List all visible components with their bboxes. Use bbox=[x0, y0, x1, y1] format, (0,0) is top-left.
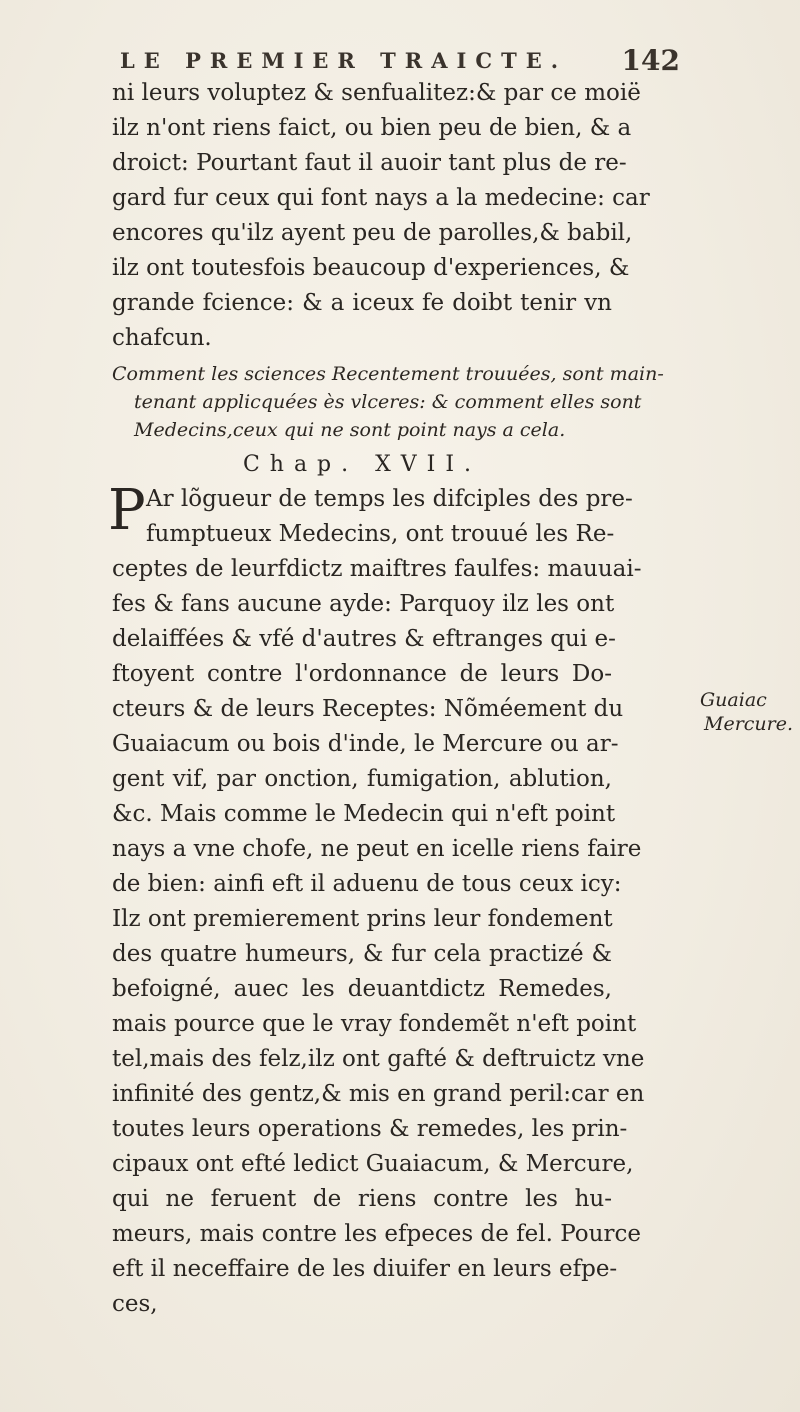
text-line: ilz n'ont riens faict, ou bien peu de bien, & a bbox=[112, 115, 632, 141]
text-line: ftoyent contre l'ordonnance de leurs Do- bbox=[112, 661, 612, 687]
catchword: ces, bbox=[112, 1291, 158, 1317]
marginal-note bbox=[700, 688, 800, 736]
text-line: eft il neceffaire de les diuifer en leurs efpe- bbox=[112, 1256, 618, 1282]
text-line: Guaiacum ou bois d'inde, le Mercure ou ar- bbox=[112, 731, 619, 757]
text-line: befoigné, auec les deuantdictz Remedes, bbox=[112, 976, 612, 1002]
text-line: &c. Mais comme le Medecin qui n'eft point bbox=[112, 801, 616, 827]
text-line: ilz ont toutesfois beaucoup d'experiences, & bbox=[112, 255, 630, 281]
text-line: delaiffées & vfé d'autres & eftranges qui e- bbox=[112, 626, 616, 652]
margin-note-mercure: Mercure. bbox=[704, 713, 794, 735]
main-text-block bbox=[108, 76, 664, 1322]
drop-cap-initial: P bbox=[108, 478, 146, 543]
text-line: meurs, mais contre les efpeces de fel. Pource bbox=[112, 1221, 641, 1247]
summary-line: Comment les sciences Recentement trouuées, sont main- bbox=[112, 363, 664, 385]
text-line: qui ne feruent de riens contre les hu- bbox=[112, 1186, 612, 1212]
first-line-text: Ar lõgueur de temps les difciples des pre- bbox=[146, 486, 633, 512]
text-line: fes & fans aucune ayde: Parquoy ilz les ont bbox=[112, 591, 615, 617]
text-line: cipaux ont efté ledict Guaiacum, & Mercure, bbox=[112, 1151, 634, 1177]
running-head bbox=[120, 40, 680, 80]
text-line: nays a vne chofe, ne peut en icelle riens faire bbox=[112, 836, 642, 862]
margin-note-guaiac: Guaiac bbox=[700, 689, 767, 711]
text-line: tel,mais des felz,ilz ont gafté & deftruictz vne bbox=[112, 1046, 645, 1072]
running-title: LE PREMIER TRAICTE. bbox=[120, 48, 568, 73]
text-line: ni leurs voluptez & senfualitez:& par ce moië bbox=[112, 80, 641, 106]
chapter-heading: Chap. XVII. bbox=[242, 452, 482, 477]
text-line: chafcun. bbox=[112, 325, 212, 351]
text-line: gard fur ceux qui font nays a la medecine: car bbox=[112, 185, 650, 211]
text-line: droict: Pourtant faut il auoir tant plus de re- bbox=[112, 150, 627, 176]
text-line: Ilz ont premierement prins leur fondement bbox=[112, 906, 613, 932]
page-number: 142 bbox=[621, 44, 680, 77]
chapter-summary bbox=[112, 360, 664, 444]
text-line: fumptueux Medecins, ont trouué les Re- bbox=[146, 521, 615, 547]
text-line: de bien: ainfi eft il aduenu de tous ceux icy: bbox=[112, 871, 622, 897]
text-line: grande fcience: & a iceux fe doibt tenir vn bbox=[112, 290, 612, 316]
text-line: infinité des gentz,& mis en grand peril:car en bbox=[112, 1081, 645, 1107]
text-line: ceptes de leurfdictz maiftres faulfes: mauuai- bbox=[112, 556, 642, 582]
chapter-body bbox=[108, 478, 645, 1322]
summary-line: Medecins,ceux qui ne sont point nays a cela. bbox=[134, 419, 566, 441]
summary-line: tenant applicquées ès vlceres: & comment elles sont bbox=[134, 391, 642, 413]
text-line: toutes leurs operations & remedes, les prin- bbox=[112, 1116, 628, 1142]
text-line: encores qu'ilz ayent peu de parolles,& babil, bbox=[112, 220, 633, 246]
text-line: cteurs & de leurs Receptes: Nõméement du bbox=[112, 696, 624, 722]
text-line: des quatre humeurs, & fur cela practizé & bbox=[112, 941, 612, 967]
text-line: mais pource que le vray fondemẽt n'eft point bbox=[112, 1011, 637, 1037]
text-line: gent vif, par onction, fumigation, ablution, bbox=[112, 766, 612, 792]
